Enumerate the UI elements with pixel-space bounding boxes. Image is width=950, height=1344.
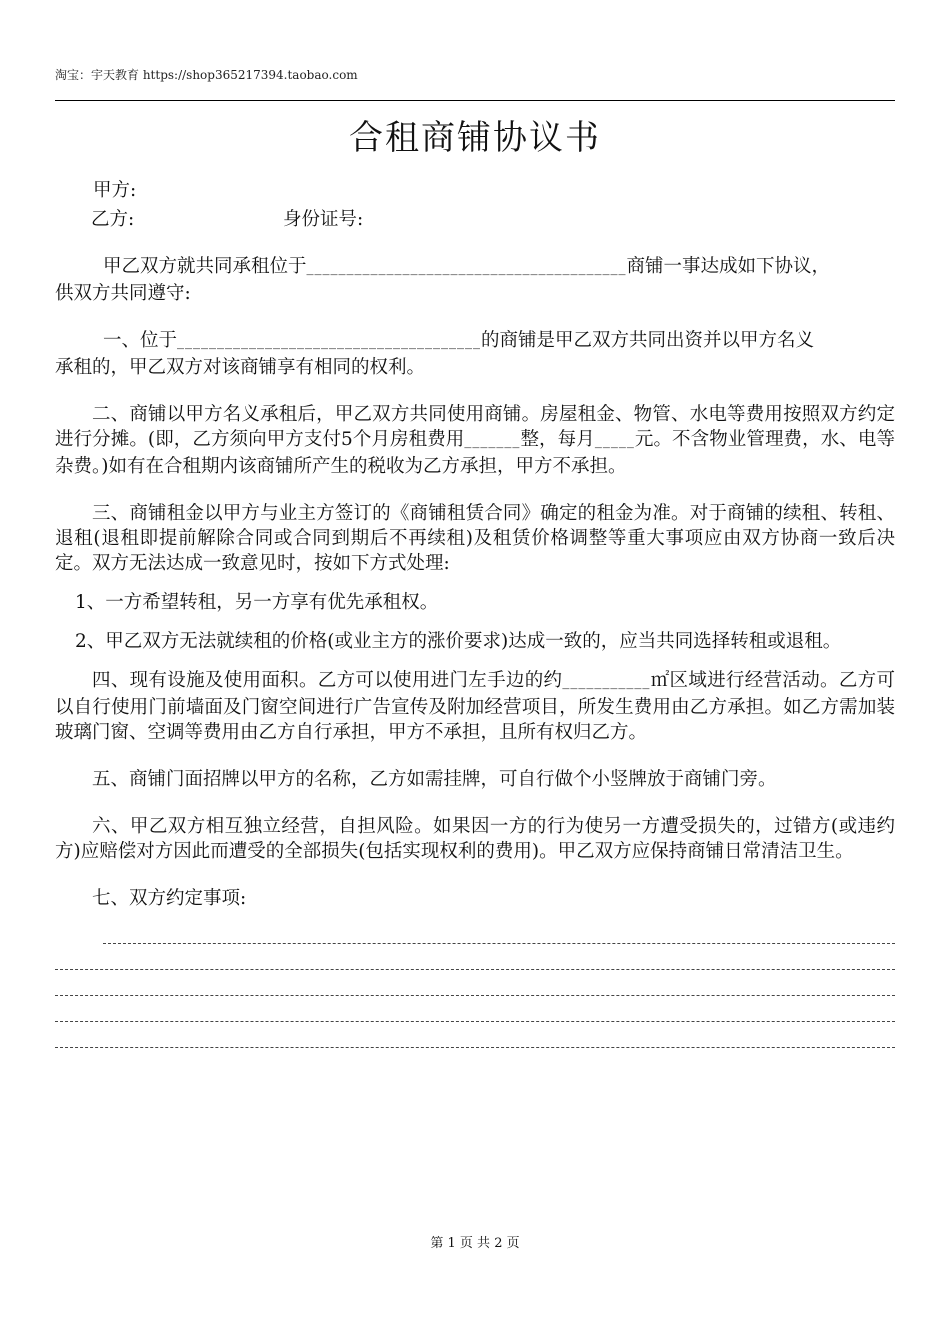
clause-3: 三、商铺租金以甲方与业主方签订的《商铺租赁合同》确定的租金为准。对于商铺的续租、转租、退租(退租即提前解除合同或合同到期后不再续租)及租赁价格调整等重大事项应由双方协商一致后决定。双方无法达成一致意见时，按如下方式处理: bbox=[55, 503, 895, 574]
party-b-label: 乙方: bbox=[91, 209, 135, 230]
clause-1: 一、位于______________________________________的商铺是甲乙双方共同出资并以甲方名义 bbox=[103, 330, 815, 351]
header-divider bbox=[55, 100, 895, 101]
monthly-blank: _____ bbox=[594, 433, 635, 449]
blank-line bbox=[103, 943, 895, 945]
clause-3-item-1: 1、一方希望转租，另一方享有优先承租权。 bbox=[75, 592, 439, 613]
intro-line: 甲乙双方就共同承租位于________________________________________商铺一事达成如下协议， bbox=[103, 256, 831, 277]
clause-1-blank: ______________________________________ bbox=[177, 334, 482, 350]
area-blank: ___________ bbox=[562, 674, 651, 690]
party-a-label: 甲方: bbox=[93, 180, 137, 201]
clause-2: 二、商铺以甲方名义承租后，甲乙双方共同使用商铺。房屋租金、物管、水电等费用按照双方约定进行分摊。(即，乙方须向甲方支付5个月房租费用_______整，每月_____元。不含物业管理费，水、电等杂费。)如有在合租期内该商铺所产生的税收为乙方承担，甲方不承担。 bbox=[55, 404, 895, 477]
blank-line bbox=[55, 1047, 895, 1049]
blank-line bbox=[55, 1021, 895, 1023]
document-title: 合租商铺协议书 bbox=[349, 118, 601, 158]
location-blank: ________________________________________ bbox=[306, 260, 627, 276]
rent-blank: _______ bbox=[464, 433, 521, 449]
clause-7: 七、双方约定事项: bbox=[92, 888, 247, 909]
party-a-line bbox=[55, 178, 895, 203]
document-body bbox=[55, 178, 895, 1049]
party-b-line bbox=[55, 207, 895, 232]
intro-line-2: 供双方共同遵守: bbox=[55, 283, 191, 304]
page-footer: 第 1 页 共 2 页 bbox=[430, 1236, 520, 1251]
blank-line bbox=[55, 969, 895, 971]
clause-5: 五、商铺门面招牌以甲方的名称，乙方如需挂牌，可自行做个小竖牌放于商铺门旁。 bbox=[92, 769, 777, 790]
clause-4: 四、现有设施及使用面积。乙方可以使用进门左手边的约___________㎡区域进行经营活动。乙方可以自行使用门前墙面及门窗空间进行广告宣传及附加经营项目，所发生费用由乙方承担。如乙方需加装玻璃门窗、空调等费用由乙方自行承担，甲方不承担，且所有权归乙方。 bbox=[55, 670, 895, 743]
id-number-label: 身份证号: bbox=[283, 209, 364, 230]
page-header: 淘宝：宇天教育 https://shop365217394.taobao.com bbox=[55, 68, 358, 82]
clause-6: 六、甲乙双方相互独立经营，自担风险。如果因一方的行为使另一方遭受损失的，过错方(或违约方)应赔偿对方因此而遭受的全部损失(包括实现权利的费用)。甲乙双方应保持商铺日常清洁卫生。 bbox=[55, 816, 895, 862]
blank-line bbox=[55, 995, 895, 997]
clause-1-line-2: 承租的，甲乙双方对该商铺享有相同的权利。 bbox=[55, 357, 426, 378]
clause-3-item-2: 2、甲乙双方无法就续租的价格(或业主方的涨价要求)达成一致的，应当共同选择转租或退租。 bbox=[75, 631, 842, 652]
